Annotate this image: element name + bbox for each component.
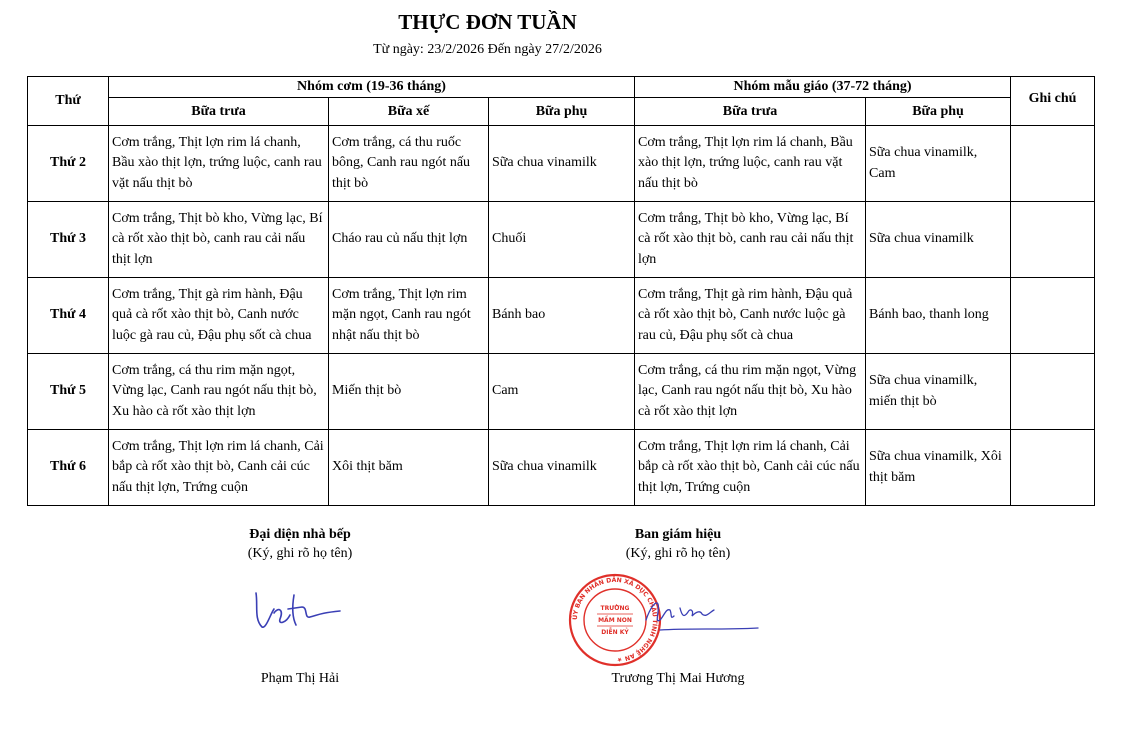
svg-text:TRƯỜNG: TRƯỜNG	[600, 605, 630, 612]
svg-text:DIỄN KỶ: DIỄN KỶ	[601, 629, 629, 636]
mg-snack-cell: Sữa chua vinamilk, miến thịt bò	[866, 354, 1011, 430]
com-lunch-cell: Cơm trắng, cá thu rim mặn ngọt, Vừng lạc, Canh rau ngót nấu thịt bò, Xu hào cà rốt xào thịt lợn	[109, 354, 329, 430]
day-cell: Thứ 5	[28, 354, 109, 430]
header-com-bua-trua: Bữa trưa	[109, 98, 329, 126]
com-afternoon-cell: Miến thịt bò	[329, 354, 489, 430]
day-cell: Thứ 6	[28, 430, 109, 506]
com-snack-cell: Sữa chua vinamilk	[489, 430, 635, 506]
table-row	[28, 126, 1095, 202]
mg-snack-cell: Sữa chua vinamilk, Xôi thịt băm	[866, 430, 1011, 506]
mg-snack-cell: Sữa chua vinamilk, Cam	[866, 126, 1011, 202]
kitchen-name: Phạm Thị Hải	[260, 671, 340, 686]
note-cell	[1011, 278, 1095, 354]
note-cell	[1011, 354, 1095, 430]
principal-sign-note: (Ký, ghi rõ họ tên)	[625, 546, 731, 561]
note-cell	[1011, 202, 1095, 278]
mg-lunch-cell: Cơm trắng, Thịt lợn rim lá chanh, Bầu xào thịt lợn, trứng luộc, canh rau vặt nấu thịt bò	[635, 126, 866, 202]
day-cell: Thứ 2	[28, 126, 109, 202]
principal-handwritten-signature	[640, 590, 765, 640]
header-group-com: Nhóm cơm (19-36 tháng)	[109, 77, 635, 98]
mg-snack-cell: Sữa chua vinamilk	[866, 202, 1011, 278]
principal-name: Trương Thị Mai Hương	[611, 671, 745, 686]
day-cell: Thứ 4	[28, 278, 109, 354]
note-cell	[1011, 126, 1095, 202]
mg-lunch-cell: Cơm trắng, Thịt gà rim hành, Đậu quả cà rốt xào thịt bò, Canh nước luộc gà rau củ, Đậu phụ sốt cà chua	[635, 278, 866, 354]
com-lunch-cell: Cơm trắng, Thịt gà rim hành, Đậu quả cà rốt xào thịt bò, Canh nước luộc gà rau củ, Đậu phụ sốt cà chua	[109, 278, 329, 354]
com-afternoon-cell: Cháo rau củ nấu thịt lợn	[329, 202, 489, 278]
mg-snack-cell: Bánh bao, thanh long	[866, 278, 1011, 354]
header-note: Ghi chú	[1011, 77, 1095, 126]
principal-signature-block	[578, 527, 778, 562]
principal-role: Ban giám hiệu	[634, 527, 722, 542]
com-afternoon-cell: Cơm trắng, Thịt lợn rim mặn ngọt, Canh rau ngót nhật nấu thịt bò	[329, 278, 489, 354]
svg-text:ỦY BAN NHÂN DÂN XÃ DỤC CHÂU TỈ: ỦY BAN NHÂN DÂN XÃ DỤC CHÂU TỈNH NGHỆ AN ★	[571, 576, 659, 664]
kitchen-signature-block	[200, 527, 400, 562]
mg-lunch-cell: Cơm trắng, Thịt bò kho, Vừng lạc, Bí cà rốt xào thịt bò, canh rau cải nấu thịt lợn	[635, 202, 866, 278]
table-row	[28, 278, 1095, 354]
com-snack-cell: Chuối	[489, 202, 635, 278]
com-snack-cell: Sữa chua vinamilk	[489, 126, 635, 202]
svg-text:MẦM NON: MẦM NON	[598, 617, 632, 624]
header-day: Thứ	[28, 77, 109, 126]
com-lunch-cell: Cơm trắng, Thịt bò kho, Vừng lạc, Bí cà rốt xào thịt bò, canh rau cải nấu thịt lợn	[109, 202, 329, 278]
page-title: THỰC ĐƠN TUẦN	[398, 10, 577, 34]
mg-lunch-cell: Cơm trắng, Thịt lợn rim lá chanh, Cải bắp cà rốt xào thịt bò, Canh cải cúc nấu thịt lợn, Trứng cuộn	[635, 430, 866, 506]
date-range: Từ ngày: 23/2/2026 Đến ngày 27/2/2026	[373, 42, 602, 57]
table-row	[28, 202, 1095, 278]
com-snack-cell: Cam	[489, 354, 635, 430]
header-mg-bua-phu: Bữa phụ	[866, 98, 1011, 126]
com-lunch-cell: Cơm trắng, Thịt lợn rim lá chanh, Bầu xào thịt lợn, trứng luộc, canh rau vặt nấu thịt bò	[109, 126, 329, 202]
kitchen-role: Đại diện nhà bếp	[249, 527, 351, 542]
com-snack-cell: Bánh bao	[489, 278, 635, 354]
kitchen-handwritten-signature	[248, 585, 348, 635]
table-row	[28, 354, 1095, 430]
com-afternoon-cell: Xôi thịt băm	[329, 430, 489, 506]
day-cell: Thứ 3	[28, 202, 109, 278]
note-cell	[1011, 430, 1095, 506]
header-com-bua-xe: Bữa xế	[329, 98, 489, 126]
header-mg-bua-trua: Bữa trưa	[635, 98, 866, 126]
header-com-bua-phu: Bữa phụ	[489, 98, 635, 126]
com-lunch-cell: Cơm trắng, Thịt lợn rim lá chanh, Cải bắp cà rốt xào thịt bò, Canh cải cúc nấu thịt lợn, Trứng cuộn	[109, 430, 329, 506]
kitchen-sign-note: (Ký, ghi rõ họ tên)	[247, 546, 353, 561]
menu-table	[27, 76, 1095, 506]
mg-lunch-cell: Cơm trắng, cá thu rim mặn ngọt, Vừng lạc, Canh rau ngót nấu thịt bò, Xu hào cà rốt xào thịt lợn	[635, 354, 866, 430]
table-row	[28, 430, 1095, 506]
com-afternoon-cell: Cơm trắng, cá thu ruốc bông, Canh rau ngót nấu thịt bò	[329, 126, 489, 202]
header-group-mau-giao: Nhóm mẫu giáo (37-72 tháng)	[635, 77, 1011, 98]
